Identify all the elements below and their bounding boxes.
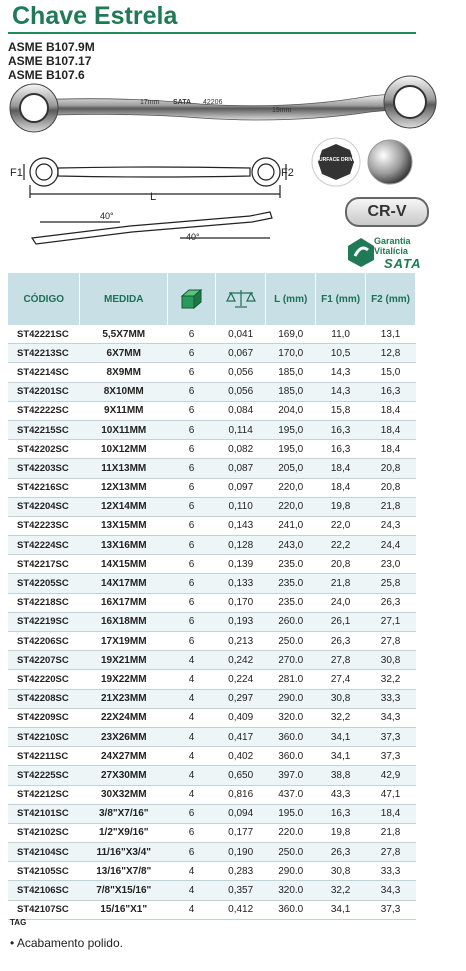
cell-codigo: ST42218SC <box>8 593 80 612</box>
cell-medida: 23X26MM <box>80 727 168 746</box>
cell-qty: 6 <box>168 823 216 842</box>
cell-qty: 6 <box>168 555 216 574</box>
standard-1: ASME B107.9M <box>8 40 95 54</box>
cell-f2: 21,8 <box>366 497 416 516</box>
table-row <box>8 670 416 689</box>
cell-f2: 27,8 <box>366 632 416 651</box>
cell-f2: 16,3 <box>366 382 416 401</box>
cell-codigo: ST42222SC <box>8 401 80 420</box>
table-row <box>8 344 416 363</box>
cell-weight: 0,143 <box>216 516 266 535</box>
cell-weight: 0,177 <box>216 823 266 842</box>
cell-f1: 30,8 <box>316 689 366 708</box>
cell-medida: 10X11MM <box>80 420 168 439</box>
cell-qty: 4 <box>168 766 216 785</box>
table-header-row <box>8 273 416 325</box>
cell-f1: 30,8 <box>316 862 366 881</box>
table-row <box>8 555 416 574</box>
cell-f1: 11,0 <box>316 325 366 344</box>
table-row <box>8 401 416 420</box>
cell-weight: 0,190 <box>216 843 266 862</box>
cell-l: 290.0 <box>266 862 316 881</box>
cell-weight: 0,133 <box>216 574 266 593</box>
cell-codigo: ST42203SC <box>8 459 80 478</box>
cell-weight: 0,402 <box>216 747 266 766</box>
cell-codigo: ST42201SC <box>8 382 80 401</box>
cell-medida: 13/16"X7/8" <box>80 862 168 881</box>
cell-f2: 26,3 <box>366 593 416 612</box>
angle-label-1: 40° <box>100 211 114 221</box>
cell-medida: 1/2"X9/16" <box>80 823 168 842</box>
cell-codigo: ST42223SC <box>8 516 80 535</box>
table-row <box>8 325 416 344</box>
table-row <box>8 804 416 823</box>
cell-weight: 0,283 <box>216 862 266 881</box>
mark-right: 19mm <box>272 107 292 114</box>
cell-qty: 4 <box>168 651 216 670</box>
cell-qty: 6 <box>168 843 216 862</box>
cell-l: 205,0 <box>266 459 316 478</box>
cell-l: 250.0 <box>266 632 316 651</box>
table-row <box>8 708 416 727</box>
cell-qty: 4 <box>168 881 216 900</box>
table-row <box>8 536 416 555</box>
cell-weight: 0,816 <box>216 785 266 804</box>
cell-l: 170,0 <box>266 344 316 363</box>
cell-codigo: ST42101SC <box>8 804 80 823</box>
table-row <box>8 785 416 804</box>
cell-medida: 15/16"X1" <box>80 900 168 919</box>
cell-codigo: ST42210SC <box>8 727 80 746</box>
standard-3: ASME B107.6 <box>8 68 85 82</box>
cell-f1: 34,1 <box>316 747 366 766</box>
cell-medida: 12X14MM <box>80 497 168 516</box>
guarantee-line1: Garantia <box>374 236 411 246</box>
cell-qty: 6 <box>168 516 216 535</box>
cell-medida: 19X22MM <box>80 670 168 689</box>
cell-f2: 24,4 <box>366 536 416 555</box>
cell-weight: 0,417 <box>216 727 266 746</box>
col-weight <box>216 273 266 325</box>
cell-f1: 34,1 <box>316 727 366 746</box>
col-f2: F2 (mm) <box>366 273 416 325</box>
cell-f1: 22,0 <box>316 516 366 535</box>
cell-qty: 4 <box>168 747 216 766</box>
cell-f1: 24,0 <box>316 593 366 612</box>
cell-f2: 18,4 <box>366 420 416 439</box>
col-codigo: CÓDIGO <box>8 273 80 325</box>
col-l: L (mm) <box>266 273 316 325</box>
cell-medida: 27X30MM <box>80 766 168 785</box>
table-row <box>8 881 416 900</box>
cell-weight: 0,213 <box>216 632 266 651</box>
cell-qty: 4 <box>168 689 216 708</box>
cell-medida: 7/8"X15/16" <box>80 881 168 900</box>
mark-brand: SATA <box>173 99 192 106</box>
cell-codigo: ST42204SC <box>8 497 80 516</box>
table-row <box>8 651 416 670</box>
cell-medida: 16X17MM <box>80 593 168 612</box>
cell-l: 290.0 <box>266 689 316 708</box>
cell-f1: 26,3 <box>316 843 366 862</box>
table-row <box>8 843 416 862</box>
table-row <box>8 420 416 439</box>
cell-weight: 0,087 <box>216 459 266 478</box>
cell-qty: 4 <box>168 708 216 727</box>
cell-f1: 32,2 <box>316 708 366 727</box>
table-row <box>8 440 416 459</box>
cell-f2: 27,8 <box>366 843 416 862</box>
col-f1: F1 (mm) <box>316 273 366 325</box>
cell-codigo: ST42221SC <box>8 325 80 344</box>
cell-f1: 34,1 <box>316 900 366 919</box>
table-row <box>8 632 416 651</box>
cell-medida: 14X17MM <box>80 574 168 593</box>
cell-codigo: ST42224SC <box>8 536 80 555</box>
cell-f1: 16,3 <box>316 420 366 439</box>
cell-medida: 10X12MM <box>80 440 168 459</box>
cell-codigo: ST42217SC <box>8 555 80 574</box>
cell-f1: 16,3 <box>316 440 366 459</box>
table-row <box>8 382 416 401</box>
cell-qty: 6 <box>168 574 216 593</box>
cell-codigo: ST42106SC <box>8 881 80 900</box>
surface-drive-badge <box>312 138 360 186</box>
angle-label-2: 40° <box>186 232 200 242</box>
wrench-side-view <box>32 212 272 244</box>
cell-f1: 18,4 <box>316 459 366 478</box>
cell-f2: 18,4 <box>366 401 416 420</box>
cell-codigo: ST42202SC <box>8 440 80 459</box>
cell-f1: 26,3 <box>316 632 366 651</box>
cell-f2: 18,4 <box>366 440 416 459</box>
cell-medida: 11/16"X3/4" <box>80 843 168 862</box>
table-row <box>8 823 416 842</box>
cell-l: 437.0 <box>266 785 316 804</box>
cell-f1: 27,4 <box>316 670 366 689</box>
cell-qty: 6 <box>168 363 216 382</box>
dim-l: L <box>150 191 157 203</box>
col-medida: MEDIDA <box>80 273 168 325</box>
cell-f2: 20,8 <box>366 459 416 478</box>
cell-qty: 4 <box>168 785 216 804</box>
dim-f1: F1 <box>10 167 23 179</box>
cell-medida: 11X13MM <box>80 459 168 478</box>
cell-qty: 6 <box>168 593 216 612</box>
cell-f1: 18,4 <box>316 478 366 497</box>
table-row <box>8 574 416 593</box>
cell-codigo: ST42220SC <box>8 670 80 689</box>
cell-l: 320.0 <box>266 708 316 727</box>
table-row <box>8 766 416 785</box>
cell-f2: 34,3 <box>366 708 416 727</box>
cell-weight: 0,082 <box>216 440 266 459</box>
cell-l: 235.0 <box>266 555 316 574</box>
cell-weight: 0,170 <box>216 593 266 612</box>
cell-medida: 21X23MM <box>80 689 168 708</box>
table-row <box>8 689 416 708</box>
cell-f2: 27,1 <box>366 612 416 631</box>
table-row <box>8 862 416 881</box>
cell-l: 241,0 <box>266 516 316 535</box>
wrench-photo <box>10 76 436 132</box>
cell-f1: 14,3 <box>316 382 366 401</box>
cell-f2: 34,3 <box>366 881 416 900</box>
cell-codigo: ST42215SC <box>8 420 80 439</box>
cell-weight: 0,297 <box>216 689 266 708</box>
cell-f2: 47,1 <box>366 785 416 804</box>
cell-weight: 0,242 <box>216 651 266 670</box>
cell-l: 220.0 <box>266 823 316 842</box>
cell-codigo: ST42212SC <box>8 785 80 804</box>
cell-qty: 6 <box>168 478 216 497</box>
cell-codigo: ST42225SC <box>8 766 80 785</box>
cell-weight: 0,224 <box>216 670 266 689</box>
cell-f2: 15,0 <box>366 363 416 382</box>
cell-medida: 6X7MM <box>80 344 168 363</box>
page-title: Chave Estrela <box>12 2 178 30</box>
table-row <box>8 497 416 516</box>
cell-medida: 8X10MM <box>80 382 168 401</box>
cell-f2: 18,4 <box>366 804 416 823</box>
cell-f1: 27,8 <box>316 651 366 670</box>
cell-weight: 0,056 <box>216 382 266 401</box>
table-row <box>8 747 416 766</box>
cell-medida: 22X24MM <box>80 708 168 727</box>
cell-l: 281.0 <box>266 670 316 689</box>
cell-f2: 12,8 <box>366 344 416 363</box>
cell-f1: 19,8 <box>316 497 366 516</box>
finish-note: • Acabamento polido. <box>10 936 123 950</box>
cell-qty: 6 <box>168 536 216 555</box>
cell-l: 185,0 <box>266 382 316 401</box>
cell-f2: 30,8 <box>366 651 416 670</box>
table-body <box>8 325 416 919</box>
cell-qty: 6 <box>168 382 216 401</box>
table-row <box>8 727 416 746</box>
cell-codigo: ST42209SC <box>8 708 80 727</box>
cell-medida: 14X15MM <box>80 555 168 574</box>
cell-weight: 0,097 <box>216 478 266 497</box>
cell-qty: 6 <box>168 632 216 651</box>
cell-l: 250.0 <box>266 843 316 862</box>
cell-codigo: ST42207SC <box>8 651 80 670</box>
cell-weight: 0,056 <box>216 363 266 382</box>
cell-medida: 3/8"X7/16" <box>80 804 168 823</box>
cell-l: 195,0 <box>266 440 316 459</box>
cell-qty: 6 <box>168 804 216 823</box>
cell-weight: 0,094 <box>216 804 266 823</box>
table-row <box>8 478 416 497</box>
table-row <box>8 459 416 478</box>
cell-weight: 0,650 <box>216 766 266 785</box>
cell-codigo: ST42213SC <box>8 344 80 363</box>
cell-l: 270.0 <box>266 651 316 670</box>
cell-f2: 25,8 <box>366 574 416 593</box>
cell-codigo: ST42107SC <box>8 900 80 919</box>
cell-weight: 0,114 <box>216 420 266 439</box>
standard-2: ASME B107.17 <box>8 54 92 68</box>
cell-medida: 17X19MM <box>80 632 168 651</box>
cell-codigo: ST42208SC <box>8 689 80 708</box>
chrome-ball-icon <box>368 140 412 184</box>
cell-f1: 16,3 <box>316 804 366 823</box>
cell-l: 220,0 <box>266 478 316 497</box>
cell-f1: 43,3 <box>316 785 366 804</box>
cell-qty: 4 <box>168 670 216 689</box>
cell-qty: 6 <box>168 459 216 478</box>
cell-qty: 6 <box>168 440 216 459</box>
cell-l: 360.0 <box>266 727 316 746</box>
table-row <box>8 516 416 535</box>
cell-f1: 19,8 <box>316 823 366 842</box>
cell-medida: 9X11MM <box>80 401 168 420</box>
cell-f1: 15,8 <box>316 401 366 420</box>
cell-medida: 13X15MM <box>80 516 168 535</box>
cell-f2: 32,2 <box>366 670 416 689</box>
cell-l: 243,0 <box>266 536 316 555</box>
cell-f1: 22,2 <box>316 536 366 555</box>
cell-l: 195.0 <box>266 804 316 823</box>
cell-weight: 0,110 <box>216 497 266 516</box>
cell-f1: 14,3 <box>316 363 366 382</box>
cr-v-badge: CR-V <box>345 197 429 227</box>
cell-l: 320.0 <box>266 881 316 900</box>
cell-weight: 0,041 <box>216 325 266 344</box>
cell-l: 235.0 <box>266 593 316 612</box>
cell-weight: 0,357 <box>216 881 266 900</box>
cell-qty: 6 <box>168 420 216 439</box>
cell-qty: 6 <box>168 325 216 344</box>
box-icon <box>179 287 205 309</box>
guarantee-line2: Vitalícia <box>374 246 408 256</box>
cell-medida: 12X13MM <box>80 478 168 497</box>
cell-codigo: ST42206SC <box>8 632 80 651</box>
cell-l: 220,0 <box>266 497 316 516</box>
cell-f1: 10,5 <box>316 344 366 363</box>
spec-table <box>8 273 416 920</box>
cell-f1: 20,8 <box>316 555 366 574</box>
cell-f1: 26,1 <box>316 612 366 631</box>
cell-codigo: ST42205SC <box>8 574 80 593</box>
wrench-drawing <box>0 0 466 272</box>
cell-weight: 0,067 <box>216 344 266 363</box>
cell-qty: 6 <box>168 401 216 420</box>
cell-medida: 8X9MM <box>80 363 168 382</box>
cell-f2: 37,3 <box>366 900 416 919</box>
cell-weight: 0,128 <box>216 536 266 555</box>
cell-l: 195,0 <box>266 420 316 439</box>
cell-medida: 24X27MM <box>80 747 168 766</box>
cell-medida: 13X16MM <box>80 536 168 555</box>
table-row <box>8 363 416 382</box>
brand-text: SATA <box>384 256 422 271</box>
cell-codigo: ST42211SC <box>8 747 80 766</box>
table-row <box>8 900 416 919</box>
cell-qty: 4 <box>168 727 216 746</box>
cell-f2: 37,3 <box>366 747 416 766</box>
cell-l: 169,0 <box>266 325 316 344</box>
cell-qty: 4 <box>168 900 216 919</box>
col-box <box>168 273 216 325</box>
cell-codigo: ST42104SC <box>8 843 80 862</box>
cell-l: 360.0 <box>266 900 316 919</box>
cell-medida: 5,5X7MM <box>80 325 168 344</box>
cell-l: 260.0 <box>266 612 316 631</box>
guarantee-badge <box>346 236 436 272</box>
cell-l: 235.0 <box>266 574 316 593</box>
sata-logo-icon <box>346 236 376 268</box>
table-row <box>8 593 416 612</box>
cell-codigo: ST42105SC <box>8 862 80 881</box>
dim-f2: F2 <box>281 167 294 179</box>
surface-badge-text: SURFACE DRIVE <box>315 157 357 163</box>
cell-medida: 16X18MM <box>80 612 168 631</box>
cell-f2: 42,9 <box>366 766 416 785</box>
cell-weight: 0,084 <box>216 401 266 420</box>
cell-l: 360.0 <box>266 747 316 766</box>
cell-medida: 30X32MM <box>80 785 168 804</box>
cell-weight: 0,193 <box>216 612 266 631</box>
cell-qty: 4 <box>168 862 216 881</box>
cell-f2: 33,3 <box>366 862 416 881</box>
cell-f2: 24,3 <box>366 516 416 535</box>
cell-qty: 6 <box>168 497 216 516</box>
cell-weight: 0,409 <box>216 708 266 727</box>
cell-l: 185,0 <box>266 363 316 382</box>
cell-f2: 33,3 <box>366 689 416 708</box>
cell-f2: 23,0 <box>366 555 416 574</box>
cell-f2: 37,3 <box>366 727 416 746</box>
cell-f1: 38,8 <box>316 766 366 785</box>
cell-l: 204,0 <box>266 401 316 420</box>
cell-weight: 0,412 <box>216 900 266 919</box>
table-row <box>8 612 416 631</box>
cell-f1: 21,8 <box>316 574 366 593</box>
mark-code: 42206 <box>203 99 223 106</box>
cell-codigo: ST42214SC <box>8 363 80 382</box>
cell-f2: 21,8 <box>366 823 416 842</box>
scale-icon <box>225 287 257 309</box>
cell-qty: 6 <box>168 344 216 363</box>
cell-codigo: ST42102SC <box>8 823 80 842</box>
mark-left: 17mm <box>140 99 160 106</box>
cell-qty: 6 <box>168 612 216 631</box>
cell-codigo: ST42219SC <box>8 612 80 631</box>
cell-medida: 19X21MM <box>80 651 168 670</box>
cell-f2: 13,1 <box>366 325 416 344</box>
tag-label: TAG <box>10 918 27 927</box>
cell-codigo: ST42216SC <box>8 478 80 497</box>
cell-f2: 20,8 <box>366 478 416 497</box>
cell-weight: 0,139 <box>216 555 266 574</box>
cell-f1: 32,2 <box>316 881 366 900</box>
cell-l: 397.0 <box>266 766 316 785</box>
